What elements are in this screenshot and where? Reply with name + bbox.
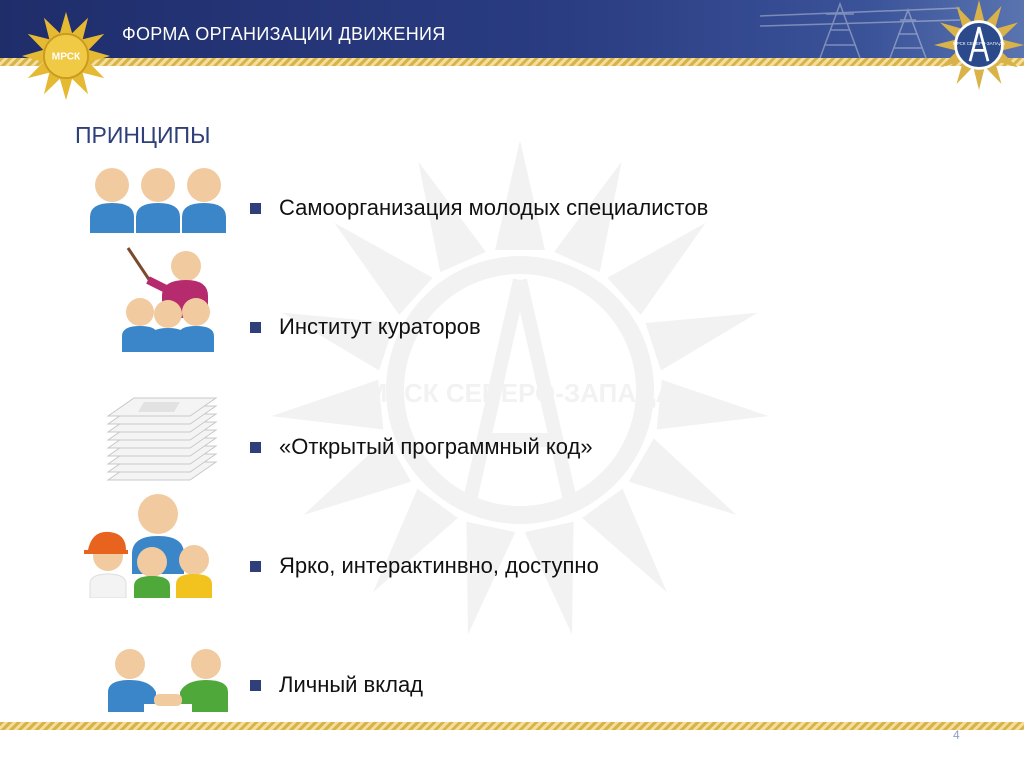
principle-item	[250, 672, 423, 698]
principle-item	[250, 434, 593, 460]
page-number: 4	[953, 728, 960, 742]
bullet-square-icon	[250, 680, 261, 691]
footer-gold-band	[0, 722, 1024, 730]
company-logo-sun-icon	[20, 10, 112, 102]
principle-item	[250, 314, 481, 340]
logo-right-text: МРСК СЕВЕРО-ЗАПАДА	[952, 41, 1006, 47]
handshake-icon	[104, 648, 232, 712]
presenter-with-audience-icon	[118, 244, 218, 352]
principle-text: «Открытый программный код»	[279, 434, 593, 459]
principle-item	[250, 553, 599, 579]
team-with-hardhat-icon	[82, 494, 216, 598]
bullet-square-icon	[250, 322, 261, 333]
principle-item	[250, 195, 708, 221]
principle-text: Институт кураторов	[279, 314, 481, 339]
power-tower-icon	[760, 0, 960, 58]
bullet-square-icon	[250, 561, 261, 572]
header-bar	[0, 0, 1024, 58]
principle-text: Ярко, интерактинвно, доступно	[279, 553, 599, 578]
header-gold-band	[0, 58, 1024, 66]
bullet-square-icon	[250, 203, 261, 214]
logo-left-text: МРСК	[51, 51, 81, 63]
principle-text: Личный вклад	[279, 672, 424, 697]
principle-text: Самоорганизация молодых специалистов	[279, 195, 709, 220]
paper-stack-icon	[104, 390, 220, 490]
section-title: ПРИНЦИПЫ	[75, 122, 211, 148]
bullet-square-icon	[250, 442, 261, 453]
watermark-text: МРСК СЕВЕРО-ЗАПАДА	[365, 378, 675, 408]
company-logo-circle-icon	[934, 0, 1024, 90]
three-people-icon	[88, 165, 230, 233]
page-title: ФОРМА ОРГАНИЗАЦИИ ДВИЖЕНИЯ	[122, 24, 446, 44]
